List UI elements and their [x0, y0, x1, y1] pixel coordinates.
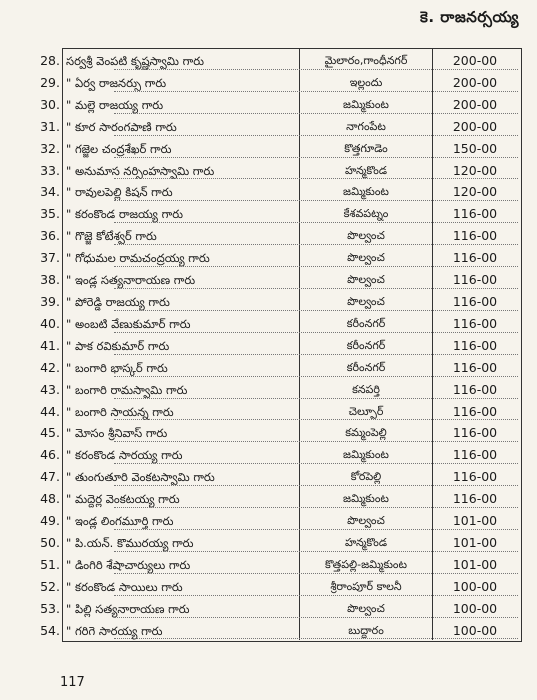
table-row [18, 225, 518, 247]
row-number: 37. [40, 250, 60, 266]
donor-place: కేశవపట్నం [343, 207, 389, 221]
table-row [18, 94, 518, 116]
donor-name: " బంగారి భాస్కర్ గారు [66, 360, 168, 375]
donation-amount: 116-00 [452, 272, 498, 288]
donor-place: పొల్వంచ [347, 229, 385, 243]
table-row [18, 72, 518, 94]
donation-amount: 116-00 [452, 228, 498, 244]
donation-amount: 120-00 [452, 184, 498, 200]
donor-place: హన్మకొండ [345, 535, 387, 549]
row-number: 44. [40, 403, 60, 419]
row-number: 39. [40, 293, 60, 309]
donation-amount: 116-00 [452, 206, 498, 222]
donor-name: " గజ్జెల చంద్రశేఖర్ గారు [66, 141, 172, 156]
table-row [18, 181, 518, 203]
donation-amount: 116-00 [452, 250, 498, 266]
donation-amount: 100-00 [452, 578, 498, 594]
donation-amount: 116-00 [452, 337, 498, 353]
donor-place: పొల్వంచ [347, 294, 385, 308]
row-number: 33. [40, 162, 60, 178]
donation-amount: 100-00 [452, 622, 498, 638]
donor-place: కరీంనగర్ [346, 338, 386, 352]
table-row [18, 620, 518, 642]
donation-amount: 116-00 [452, 315, 498, 331]
table-row [18, 50, 518, 72]
donor-name: " ఇండ్ల లింగమూర్తి గారు [66, 514, 174, 529]
donor-place: జమ్మికుంట [343, 492, 389, 506]
donor-name: " ఇండ్ల సత్యనారాయణ గారు [66, 273, 196, 288]
page-number: 117 [60, 675, 85, 690]
row-number: 50. [40, 534, 60, 550]
donor-name: " బంగారి సాయన్న గారు [66, 404, 174, 419]
row-number: 48. [40, 491, 60, 507]
row-number: 28. [40, 53, 60, 68]
row-number: 38. [40, 272, 60, 288]
donor-name: సర్వశ్రీ వెంపటి కృష్ణస్వామి గారు [66, 54, 204, 68]
donor-place: కరీంనగర్ [346, 360, 386, 374]
table-row [18, 138, 518, 160]
donor-place: జమ్మికుంట [343, 448, 389, 462]
donor-name: " పాక రవికుమార్ గారు [66, 338, 170, 353]
table-row [18, 488, 518, 510]
donation-amount: 116-00 [452, 491, 498, 507]
donation-amount: 116-00 [452, 403, 498, 419]
table-row [18, 576, 518, 598]
donation-amount: 101-00 [452, 534, 498, 550]
donor-place: శ్రీరాంపూర్ కాలనీ [330, 579, 402, 593]
table-row [18, 510, 518, 532]
table-row [18, 401, 518, 423]
donor-place: జమ్మికుంట [343, 97, 389, 111]
row-number: 47. [40, 469, 60, 485]
page-header-name: కె. రాజనర్సయ్య [420, 8, 519, 26]
donor-place: పొల్వంచ [347, 251, 385, 265]
row-number: 29. [40, 74, 60, 90]
donor-name: " మద్దెర్ల వెంకటయ్య గారు [66, 492, 180, 507]
donor-name: " రావులపెల్లి కిషన్ గారు [66, 185, 173, 200]
row-number: 35. [40, 206, 60, 222]
row-number: 41. [40, 337, 60, 353]
donor-place: నాగంపేట [346, 119, 386, 133]
donor-name: " కరంకొండ రాజయ్య గారు [66, 207, 183, 222]
donation-amount: 116-00 [452, 381, 498, 397]
donation-amount: 120-00 [452, 162, 498, 178]
donor-place: మైలారం,గాంధీనగర్ [324, 54, 408, 67]
table-row [18, 269, 518, 291]
table-row [18, 357, 518, 379]
donor-place: హన్మకొండ [345, 163, 387, 177]
row-number: 32. [40, 140, 60, 156]
donor-name: " గొజ్జె కోటేశ్వర్ గారు [66, 229, 157, 244]
table-row [18, 554, 518, 576]
donation-amount: 116-00 [452, 469, 498, 485]
donation-amount: 116-00 [452, 359, 498, 375]
row-number: 34. [40, 184, 60, 200]
table-row [18, 335, 518, 357]
donation-amount: 116-00 [452, 293, 498, 309]
donor-name: " కూర సారంగపాణి గారు [66, 119, 177, 134]
donor-list [18, 50, 518, 641]
donor-name: " కరంకొండ సారయ్య గారు [66, 448, 183, 463]
donor-name: " గోధుమల రామచంద్రయ్య గారు [66, 251, 210, 266]
row-number: 40. [40, 315, 60, 331]
donation-amount: 200-00 [452, 53, 498, 68]
donor-name: " అంబటి వేణుకుమార్ గారు [66, 316, 191, 331]
row-number: 52. [40, 578, 60, 594]
donor-name: " పి.యన్. కొమురయ్య గారు [66, 535, 194, 550]
donor-name: " తుంగుతూరి వెంకటస్వామి గారు [66, 470, 215, 485]
donor-name: " కరంకొండ సాయిలు గారు [66, 579, 183, 594]
donation-amount: 200-00 [452, 96, 498, 112]
table-row [18, 313, 518, 335]
donor-name: " మల్లె రాజయ్య గారు [66, 97, 164, 112]
donation-amount: 200-00 [452, 118, 498, 134]
donation-amount: 116-00 [452, 425, 498, 441]
donor-place: పొల్వంచ [347, 273, 385, 287]
donation-amount: 150-00 [452, 140, 498, 156]
table-row [18, 203, 518, 225]
table-row [18, 247, 518, 269]
row-number: 31. [40, 118, 60, 134]
donor-place: పొల్వంచ [347, 601, 385, 615]
donor-place: బుద్దారం [348, 623, 384, 637]
table-row [18, 116, 518, 138]
table-row [18, 379, 518, 401]
table-row [18, 444, 518, 466]
donor-name: " అనుమాస నర్సింహస్వామి గారు [66, 163, 215, 178]
donor-place: కనపర్తి [352, 382, 380, 396]
donor-name: " మోసం శ్రీనివాస్ గారు [66, 426, 168, 441]
row-number: 42. [40, 359, 60, 375]
donor-name: " పోరెడ్డి రాజయ్య గారు [66, 294, 170, 309]
row-number: 53. [40, 600, 60, 616]
row-number: 46. [40, 447, 60, 463]
donor-name: " డింగిరి శేషాచార్యులు గారు [66, 557, 191, 572]
donor-place: చెల్పూర్ [348, 404, 384, 418]
donor-name: " పిల్లి సత్యనారాయణ గారు [66, 601, 190, 616]
row-number: 45. [40, 425, 60, 441]
row-number: 30. [40, 96, 60, 112]
donation-amount: 101-00 [452, 556, 498, 572]
donor-name: " ఏర్వ రాజనర్సు గారు [66, 75, 167, 90]
table-row [18, 422, 518, 444]
table-row [18, 291, 518, 313]
donor-place: పొల్వంచ [347, 514, 385, 528]
donor-name: " గరిగె సారయ్య గారు [66, 623, 163, 638]
donor-place: కమ్మంపెల్లి [345, 426, 387, 440]
donation-amount: 101-00 [452, 513, 498, 529]
row-number: 49. [40, 513, 60, 529]
table-row [18, 466, 518, 488]
row-number: 36. [40, 228, 60, 244]
donor-place: కొత్తపల్లి-జమ్మికుంట [325, 557, 407, 571]
donation-amount: 116-00 [452, 447, 498, 463]
table-row [18, 598, 518, 620]
donation-amount: 100-00 [452, 600, 498, 616]
row-number: 51. [40, 556, 60, 572]
donor-place: కోరపెల్లి [350, 470, 382, 484]
donor-place: కరీంనగర్ [346, 316, 386, 330]
donor-place: కొత్తగూడెం [344, 141, 388, 155]
donor-place: జమ్మికుంట [343, 185, 389, 199]
donation-amount: 200-00 [452, 74, 498, 90]
table-row [18, 532, 518, 554]
row-number: 43. [40, 381, 60, 397]
table-row [18, 160, 518, 182]
donor-name: " బంగారి రామస్వామి గారు [66, 382, 188, 397]
donor-place: ఇల్లందు [349, 75, 383, 89]
row-number: 54. [40, 622, 60, 638]
